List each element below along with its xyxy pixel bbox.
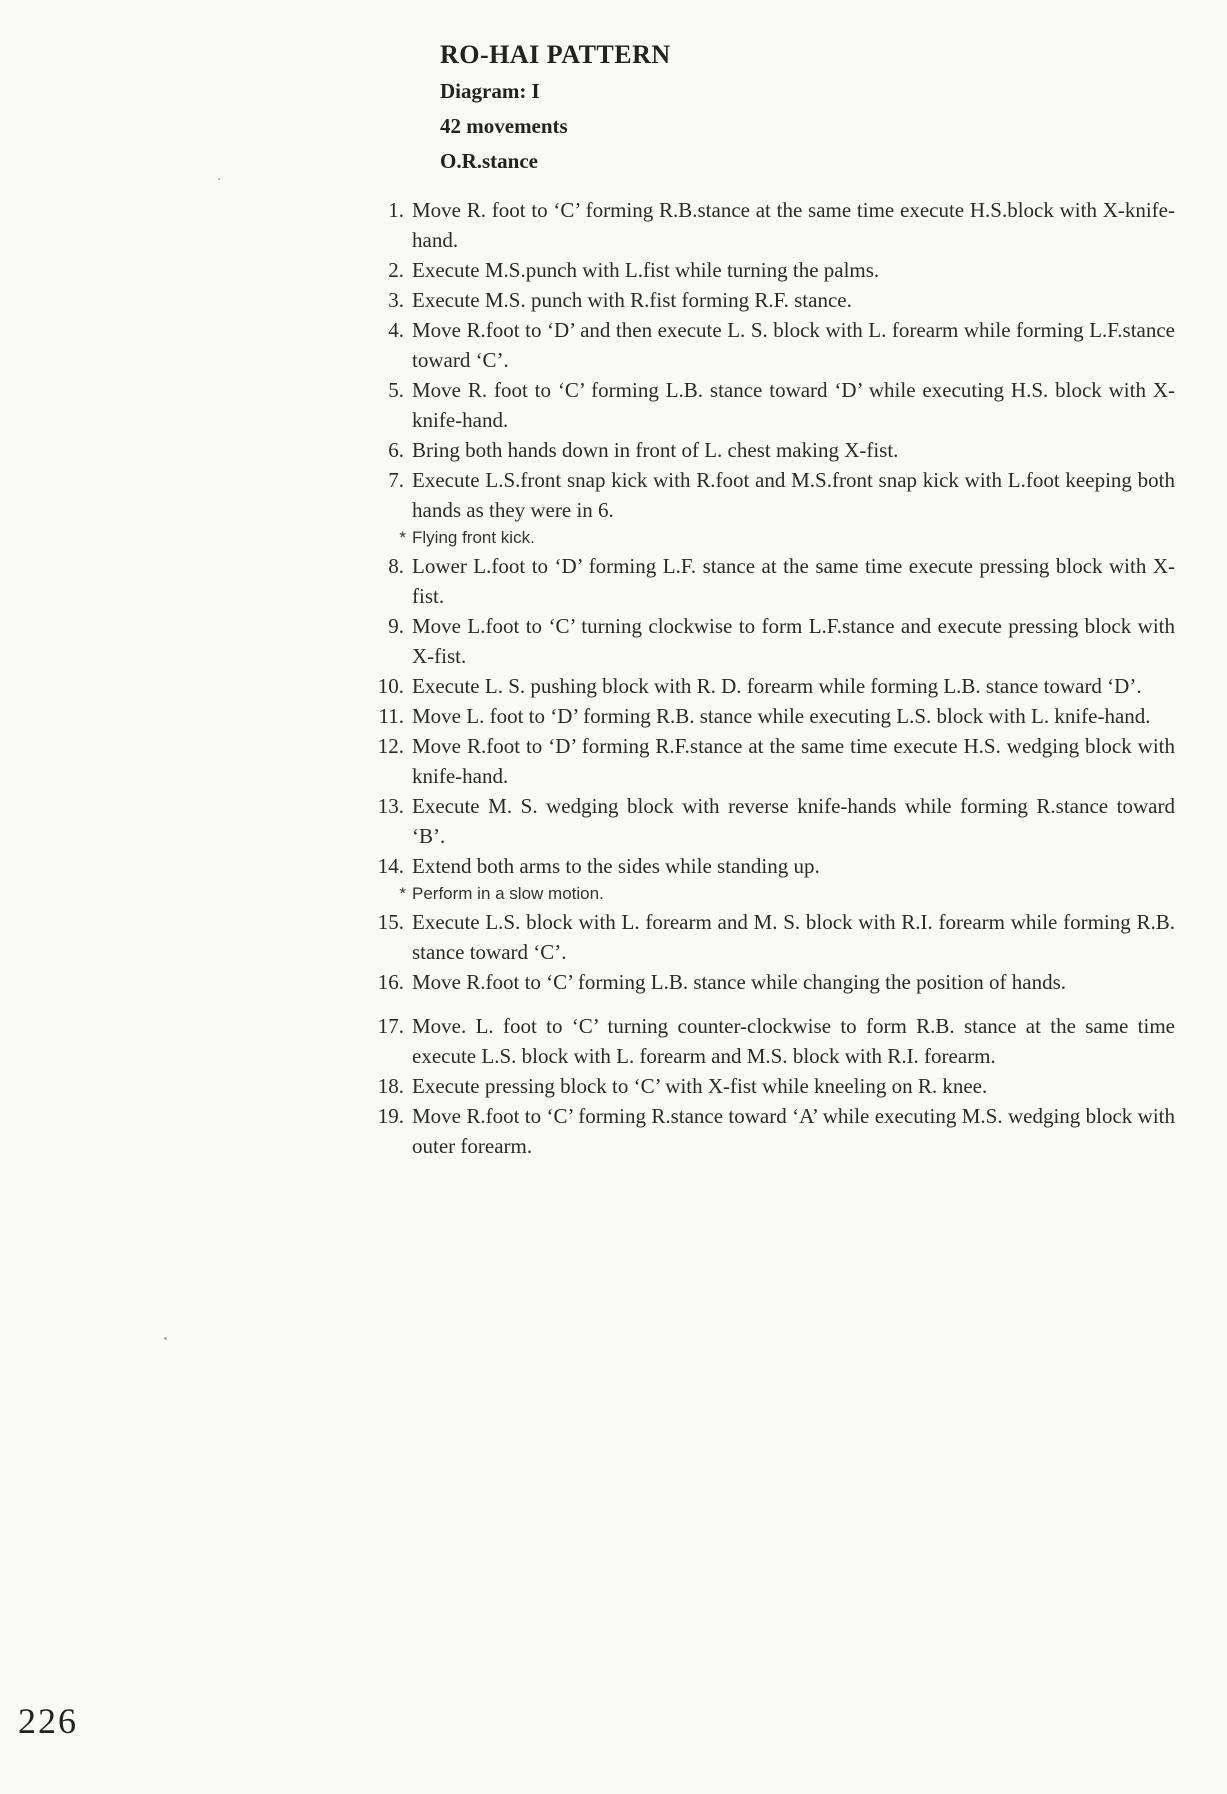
movement-item	[362, 435, 1175, 465]
note-marker: *	[399, 528, 406, 547]
movement-text: Bring both hands down in front of L. chest making X-fist.	[412, 438, 899, 462]
movement-number: 11.	[378, 704, 404, 728]
movement-item	[362, 195, 1175, 255]
movement-number: 15.	[377, 910, 404, 934]
movement-note	[362, 525, 1175, 551]
movement-number: 3.	[388, 288, 404, 312]
movement-item	[362, 671, 1175, 701]
pattern-header	[440, 40, 671, 183]
movement-number: 17.	[377, 1014, 404, 1038]
movement-text: Move R.foot to ‘D’ forming R.F.stance at the same time execute H.S. wedging block with knife-hand.	[412, 734, 1175, 788]
movement-item	[362, 851, 1175, 881]
movement-number: 14.	[377, 854, 404, 878]
movement-item	[362, 731, 1175, 791]
movement-text: Execute L. S. pushing block with R. D. forearm while forming L.B. stance toward ‘D’.	[412, 674, 1142, 698]
page-number: 226	[18, 1701, 78, 1741]
movement-text: Extend both arms to the sides while standing up.	[412, 854, 820, 878]
movement-text: Execute L.S.front snap kick with R.foot and M.S.front snap kick with L.foot keeping both hands as they were in 6.	[412, 468, 1175, 522]
movement-item	[362, 967, 1175, 997]
movement-text: Execute M. S. wedging block with reverse knife-hands while forming R.stance toward ‘B’.	[412, 794, 1175, 848]
movement-number: 6.	[388, 438, 404, 462]
movement-text: Move R.foot to ‘C’ forming R.stance toward ‘A’ while executing M.S. wedging block with outer forearm.	[412, 1104, 1175, 1158]
movement-number: 4.	[388, 318, 404, 342]
movement-item	[362, 465, 1175, 525]
movement-text: Move. L. foot to ‘C’ turning counter-clockwise to form R.B. stance at the same time execute L.S. block with L. forearm and M.S. block with R.I. forearm.	[412, 1014, 1175, 1068]
starting-stance: O.R.stance	[440, 149, 538, 173]
movement-number: 9.	[388, 614, 404, 638]
movement-item	[362, 285, 1175, 315]
movement-text: Execute L.S. block with L. forearm and M. S. block with R.I. forearm while forming R.B. stance toward ‘C’.	[412, 910, 1175, 964]
movement-item	[362, 551, 1175, 611]
movement-number: 1.	[388, 198, 404, 222]
movement-text: Move R. foot to ‘C’ forming L.B. stance toward ‘D’ while executing H.S. block with X-knife-hand.	[412, 378, 1175, 432]
movement-number: 16.	[377, 970, 404, 994]
movement-number: 2.	[388, 258, 404, 282]
movement-item	[362, 315, 1175, 375]
pattern-title: RO-HAI PATTERN	[440, 40, 671, 69]
movement-text: Move R.foot to ‘D’ and then execute L. S. block with L. forearm while forming L.F.stance toward ‘C’.	[412, 318, 1175, 372]
movement-text: Move R.foot to ‘C’ forming L.B. stance while changing the position of hands.	[412, 970, 1067, 994]
movement-number: 5.	[388, 378, 404, 402]
paper-speck	[218, 178, 220, 180]
movement-item	[362, 907, 1175, 967]
paper-speck	[164, 1337, 167, 1340]
movement-list	[362, 195, 1175, 1161]
movement-text: Move L.foot to ‘C’ turning clockwise to form L.F.stance and execute pressing block with X-fist.	[412, 614, 1175, 668]
movement-text: Move L. foot to ‘D’ forming R.B. stance while executing L.S. block with L. knife-hand.	[412, 704, 1151, 728]
movement-item	[362, 1071, 1175, 1101]
note-text: Flying front kick.	[412, 528, 535, 547]
note-marker: *	[399, 884, 406, 903]
movement-item	[362, 375, 1175, 435]
movement-number: 18.	[377, 1074, 404, 1098]
spacer	[362, 997, 1175, 1011]
movement-item	[362, 1101, 1175, 1161]
movement-text: Execute M.S. punch with R.fist forming R.F. stance.	[412, 288, 852, 312]
movement-item	[362, 255, 1175, 285]
movement-number: 12.	[377, 734, 404, 758]
movement-number: 19.	[377, 1104, 404, 1128]
movement-number: 8.	[388, 554, 404, 578]
movement-item	[362, 611, 1175, 671]
diagram-label: Diagram: I	[440, 79, 540, 103]
movement-number: 7.	[388, 468, 404, 492]
movement-number: 10.	[377, 674, 404, 698]
movement-item	[362, 701, 1175, 731]
movement-text: Execute pressing block to ‘C’ with X-fist while kneeling on R. knee.	[412, 1074, 988, 1098]
movement-text: Lower L.foot to ‘D’ forming L.F. stance at the same time execute pressing block with X-fist.	[412, 554, 1175, 608]
movement-text: Move R. foot to ‘C’ forming R.B.stance at the same time execute H.S.block with X-knife-hand.	[412, 198, 1175, 252]
movement-text: Execute M.S.punch with L.fist while turning the palms.	[412, 258, 880, 282]
movement-note	[362, 881, 1175, 907]
movement-number: 13.	[377, 794, 404, 818]
movement-item	[362, 1011, 1175, 1071]
note-text: Perform in a slow motion.	[412, 884, 604, 903]
movements-count: 42 movements	[440, 114, 568, 138]
movement-item	[362, 791, 1175, 851]
